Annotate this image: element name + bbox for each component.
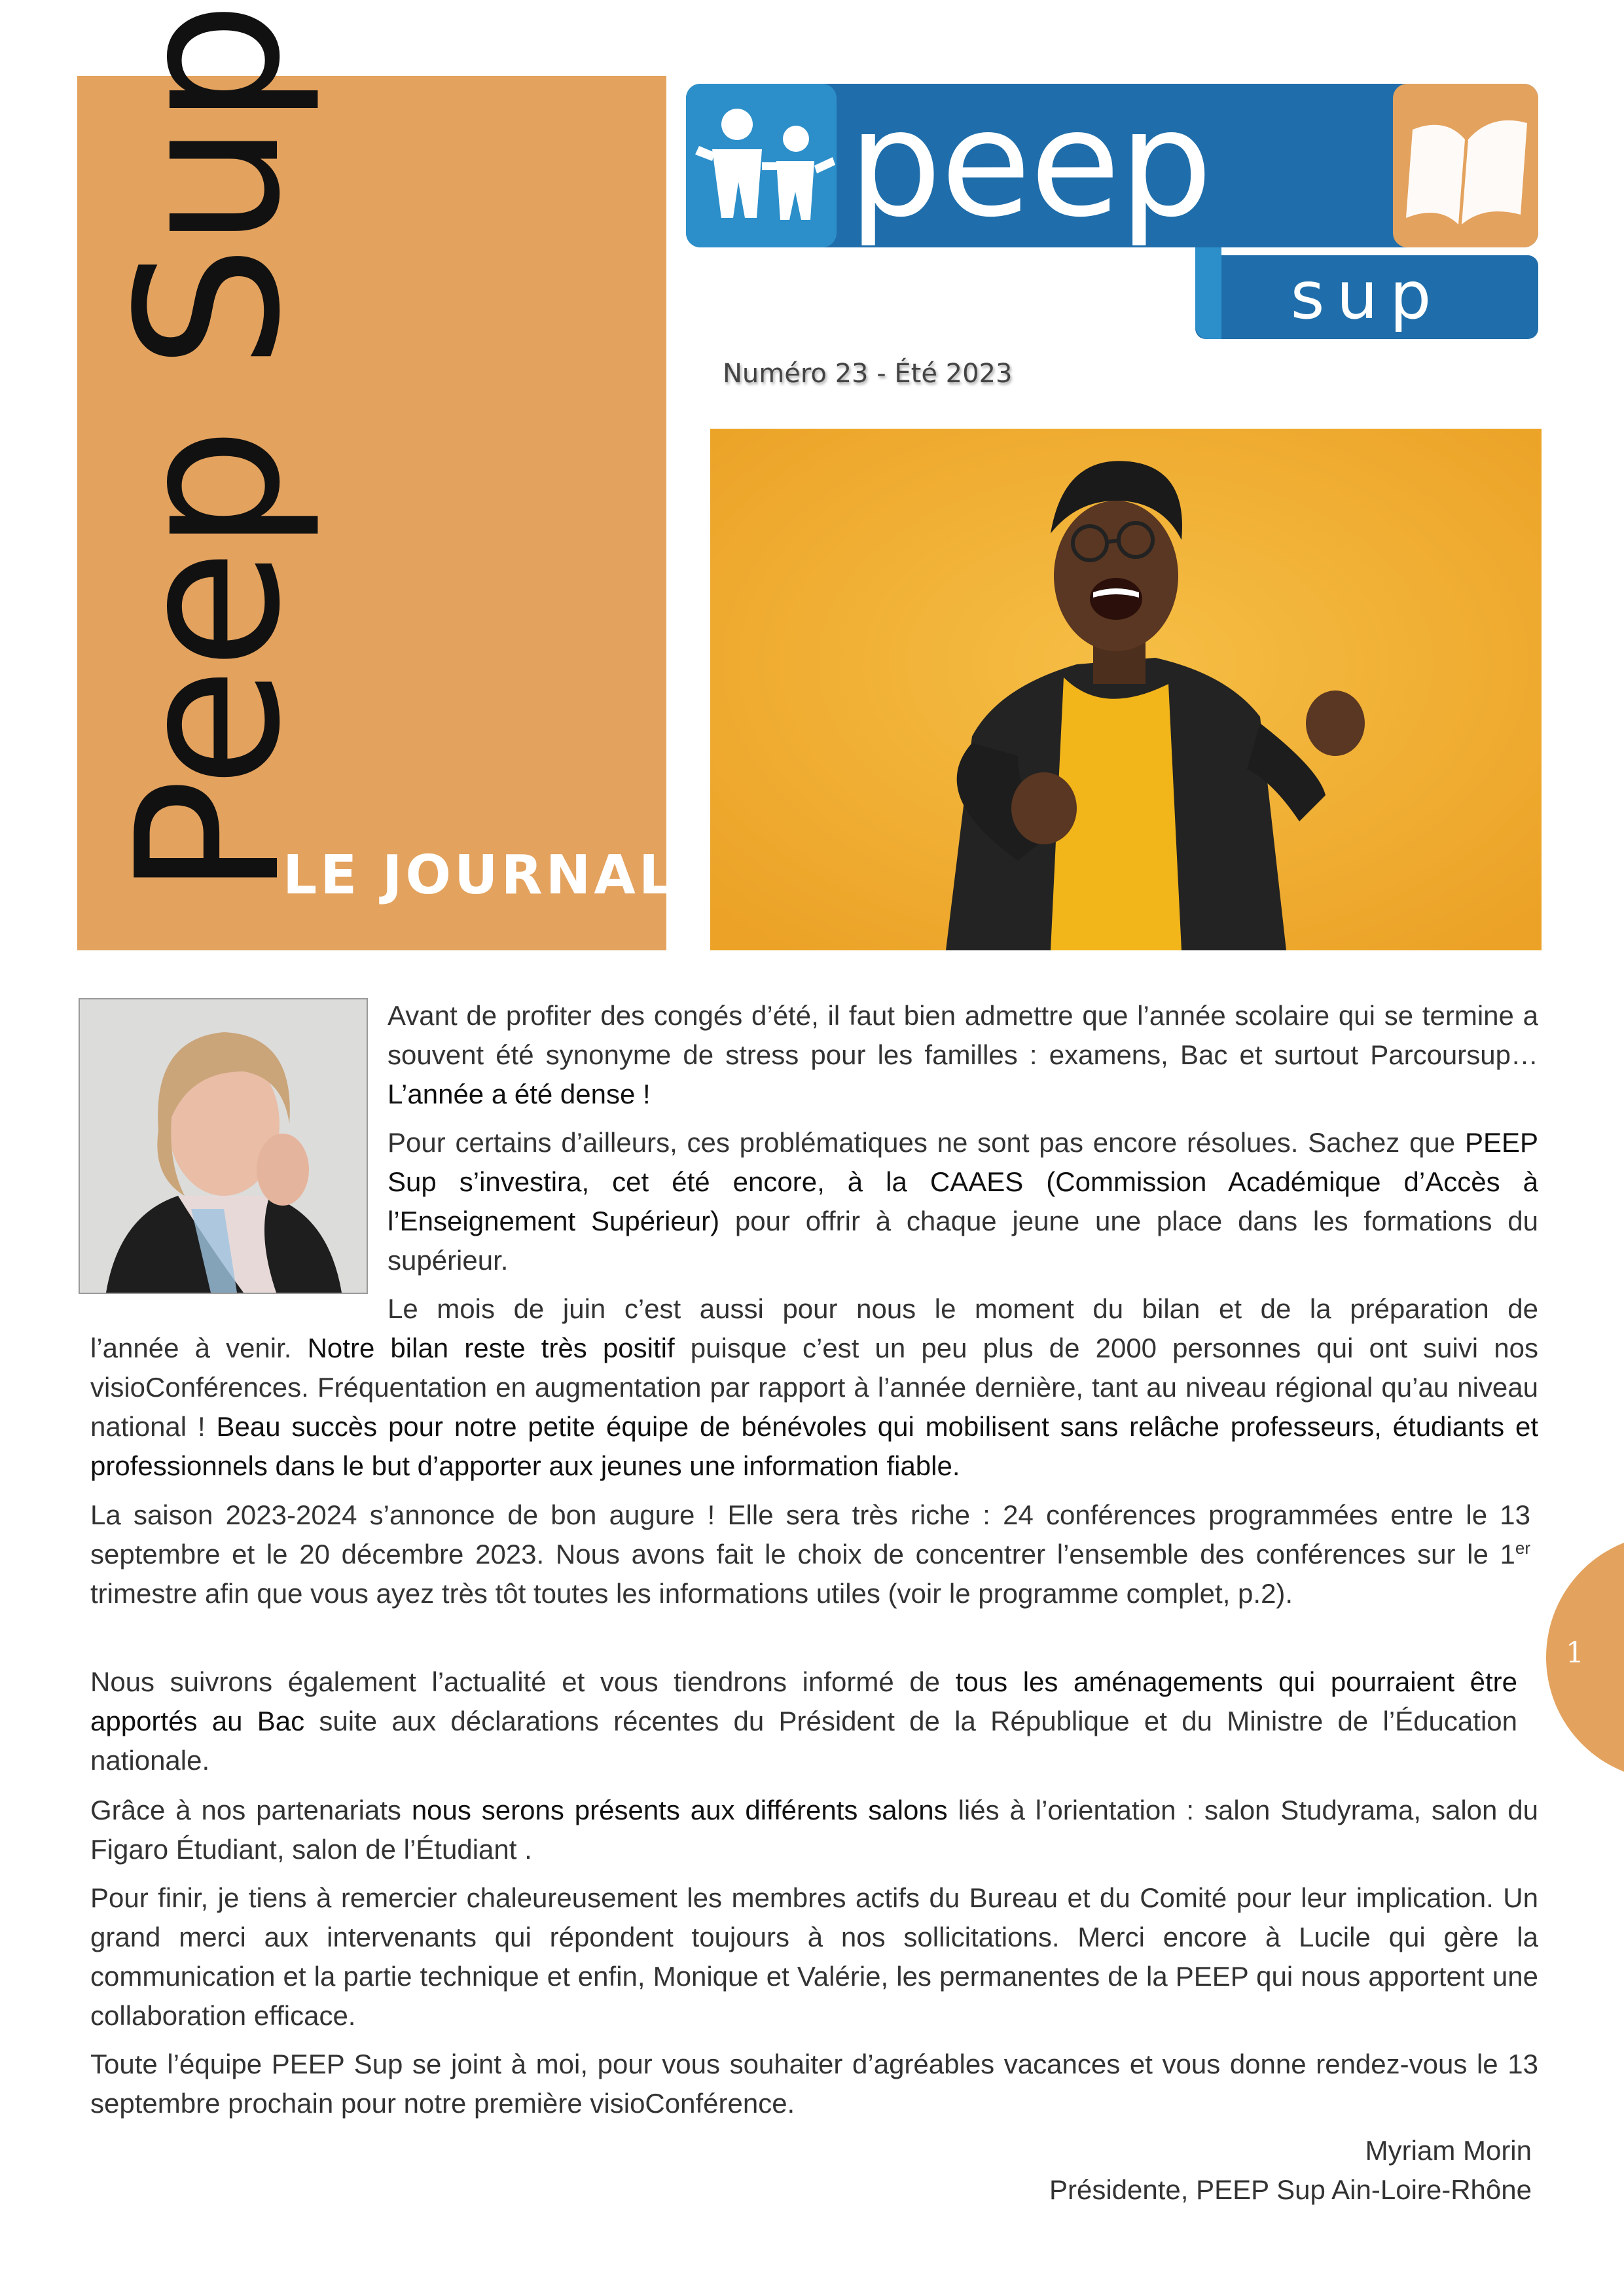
paragraph-3-emphasis-b: Beau succès pour notre petite équipe de bénévoles qui mobilisent sans relâche professeurs, étudiants et professionnels dans le but d’apporter aux jeunes une information fiable. (90, 1411, 1538, 1481)
paragraph-2-emphasis: PEEP Sup s’investira, cet été encore, à la CAAES (Commission Académique d’Accès à l’Enseignement Supérieur) (388, 1127, 1538, 1236)
journal-subtitle: LE JOURNAL (283, 844, 677, 906)
paragraph-8: Toute l’équipe PEEP Sup se joint à moi, pour vous souhaiter d’agréables vacances et vous donne rendez-vous le 13 septembre prochain pour notre première visioConférence. (90, 2049, 1538, 2119)
paragraph-6-text-b: liés à l’orientation : salon Studyrama, salon du Figaro Étudiant, salon de l’Étudiant . (90, 1795, 1538, 1865)
logo-word-peep: peep (848, 84, 1212, 250)
paragraph-5-emphasis: tous les aménagements qui pourraient être apportés au Bac (90, 1666, 1517, 1736)
paragraph-3-text-b: puisque c’est un peu plus de 2000 personnes qui ont suivi nos visioConférences. Fréquentation en augmentation par rapport à l’année dernière, tant au niveau régional qu’au niveau national ! (90, 1333, 1538, 1442)
page-number: 1 (1566, 1636, 1584, 1670)
paragraph-3-text-a: l’année à venir. (90, 1333, 308, 1363)
logo-word-sup: sup (1290, 257, 1443, 334)
paragraph-6-text-a: Grâce à nos partenariats (90, 1795, 412, 1825)
author-portrait (79, 998, 368, 1294)
paragraph-3 (90, 1329, 1538, 1486)
paragraph-5-text-a: Nous suivrons également l’actualité et vous tiendrons informé de (90, 1666, 956, 1697)
paragraph-1-text: Avant de profiter des congés d’été, il faut bien admettre que l’année scolaire qui se termine a souvent été synonyme de stress pour les familles : examens, Bac et surtout Parcoursup… (388, 1000, 1538, 1070)
paragraph-3-lead (388, 1289, 1538, 1329)
paragraph-1 (388, 996, 1538, 1114)
peep-sup-logo (686, 84, 1538, 340)
journal-title: Peep Sup (95, 3, 323, 897)
issue-label: Numéro 23 - Été 2023 (723, 359, 1013, 389)
hero-photo (710, 429, 1542, 950)
paragraph-3-emphasis-a: Notre bilan reste très positif (307, 1333, 675, 1363)
paragraph-5 (90, 1662, 1517, 1780)
paragraph-5-text-b: suite aux déclarations récentes du Président de la République et du Ministre de l’Éducation nationale. (90, 1706, 1517, 1776)
paragraph-4-text-b: trimestre afin que vous ayez très tôt toutes les informations utiles (voir le programme complet, p.2). (90, 1578, 1293, 1609)
signature-name: Myriam Morin (1365, 2135, 1532, 2166)
paragraph-2 (388, 1123, 1538, 1280)
paragraph-3-lead-text: Le mois de juin c’est aussi pour nous le moment du bilan et de la préparation de (388, 1293, 1538, 1324)
paragraph-2-text-a: Pour certains d’ailleurs, ces problématiques ne sont pas encore résolues. Sachez que (388, 1127, 1465, 1158)
paragraph-6 (90, 1791, 1538, 1869)
paragraph-2-text-b: pour offrir à chaque jeune une place dans les formations du supérieur. (388, 1206, 1538, 1276)
signature-role: Présidente, PEEP Sup Ain-Loire-Rhône (1049, 2174, 1532, 2205)
page-tab (1546, 1534, 1624, 1780)
paragraph-4-superscript: er (1515, 1538, 1530, 1558)
paragraph-7: Pour finir, je tiens à remercier chaleureusement les membres actifs du Bureau et du Comité pour leur implication. Un grand merci aux intervenants qui répondent toujours à nos sollicitations. Merci encore à Lucile qui gère la communication et la partie technique et enfin, Monique et Valérie, les permanentes de la PEEP qui nous apportent une collaboration efficace. (90, 1882, 1538, 2031)
paragraph-1-emphasis: L’année a été dense ! (388, 1079, 651, 1109)
paragraph-4 (90, 1496, 1530, 1613)
paragraph-6-emphasis: nous serons présents aux différents salons (411, 1795, 948, 1825)
paragraph-4-text-a: La saison 2023-2024 s’annonce de bon augure ! Elle sera très riche : 24 conférences programmées entre le 13 septembre et le 20 décembre 2023. Nous avons fait le choix de concentrer l’ensemble des conférences sur le 1 (90, 1499, 1530, 1570)
